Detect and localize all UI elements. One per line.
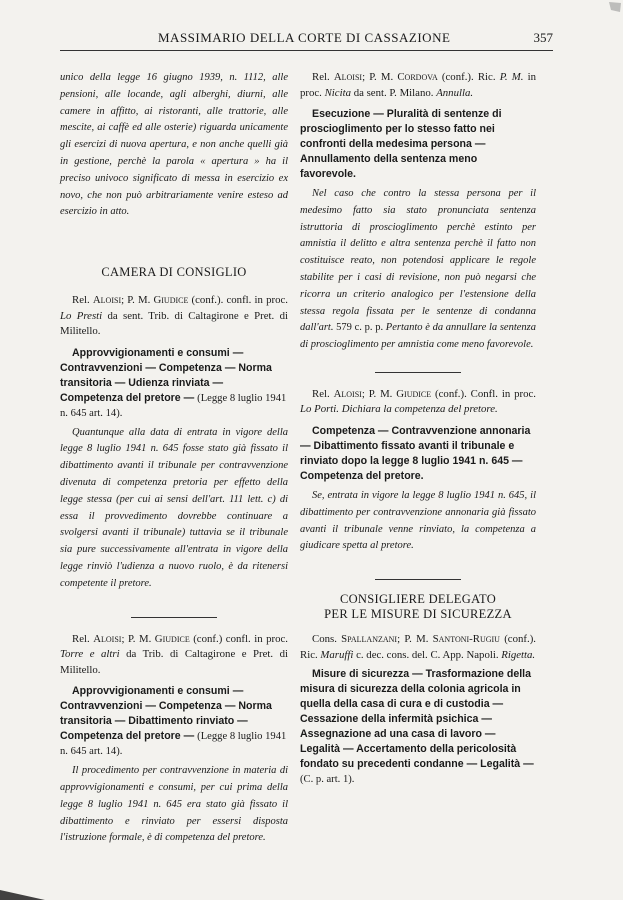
continued-maxim: unico della legge 16 giugno 1939, n. 1112, alle pensioni, alle locande, agli alberghi, diurni, alle camere in affitto, ai ristoranti, alle trattorie, alle mescite, ai caffè ed alle osterie) riguarda unicamente gli esercizi di nuova apertura, e non anche quelli già in gestione, perchè la parola « apertura » ha il preciso univoco significato di messa in esercizio ex novo, che non può arbitrariamente venire esteso ad esercizio in atto. (60, 72, 288, 218)
case-heading-2: Approvvigionamenti e consumi — Contravvenzioni — Competenza — Norma transitoria — Dibattimento rinviato — Competenza del pretore — (Legge 8 luglio 1941 n. 645 art. 14). (60, 685, 287, 758)
case-heading-4: Competenza — Contravvenzione annonaria — Dibattimento fissato avanti il tribunale e rinviato dopo la legge 8 luglio 1941 n. 645 — Competenza del pretore. (300, 424, 531, 482)
prosecutor-name: Giudice (396, 387, 432, 400)
case-reference-1: Rel. Aloisi; P. M. Giudice (conf.). confl. in proc. Lo Presti da sent. Trib. di Caltagirone e Pret. di Militello. (60, 294, 289, 338)
case-reference-3: Rel. Aloisi; P. M. Cordova (conf.). Ric. P. M. in proc. Nicita da sent. P. Milano. Annulla. (300, 71, 536, 99)
scan-corner-mark (607, 0, 623, 14)
rapporteur-name: Aloisi (93, 632, 122, 645)
case-heading-3: Esecuzione — Pluralità di sentenze di proscioglimento per lo stesso fatto nei confronti della medesima persona — Annullamento della sentenza meno favorevole. (300, 108, 502, 180)
parties: Lo Presti (60, 309, 103, 322)
left-column (60, 70, 288, 847)
case-maxim-3: Nel caso che contro la stessa persona per il medesimo fatto sia stato pronunciata sentenza istruttoria di proscioglimento perchè estinto per amnistia il delitto e altra sentenza perchè il fatto non costituisce reato, non potendosi applicare le regole stabilite per i casi di revisione, non può negarsi che ricorra un criterio analogico per l'estensione della stessa regola fissata per le sentenze di condanna dall'art. 579 c. p. p. Pertanto è da annullare la sentenza di proscioglimento per amnistia come meno favorevole. (300, 188, 536, 351)
case-heading-5: Misure di sicurezza — Trasformazione della misura di sicurezza della colonia agricola in quella della casa di cura e di custodia — Cessazione della infermità psichica — Assegnazione ad una casa di lavoro — Legalità — Accertamento della pericolosità fondato su precedenti condanne — Legalità — (C. p. art. 1). (300, 668, 534, 786)
case-reference-2: Rel. Aloisi; P. M. Giudice (conf.) confl. in proc. Torre e altri da Trib. di Caltagirone e Pret. di Militello. (60, 632, 288, 676)
rapporteur-name: Aloisi (333, 387, 362, 400)
case-outcome: Dichiara la competenza del pretore. (341, 403, 498, 416)
case-reference-5: Cons. Spallanzani; P. M. Santoni-Rugiu (conf.). Ric. Maruffi c. dec. cons. del. C. App. Napoli. Rigetta. (300, 633, 536, 661)
header-rule (60, 50, 553, 51)
scan-edge-shadow (0, 860, 60, 900)
appellant: Maruffi (320, 648, 354, 661)
councillor-name: Spallanzani (341, 633, 398, 646)
case-reference-4: Rel. Aloisi; P. M. Giudice (conf.). Confl. in proc. Lo Porti. Dichiara la competenza del pretore. (300, 387, 536, 416)
section-title-camera: CAMERA DI CONSIGLIO (101, 265, 247, 280)
prosecutor-name: Giudice (154, 632, 190, 645)
case-maxim-1: Quantunque alla data di entrata in vigore della legge 8 luglio 1941 n. 645 fosse stato già fissato il dibattimento avanti il tribunale per contravvenzione divenuta di competenza pretoria per effetto della legge stessa (per cui ai sensi dell'art. 111 lett. c) di essa il provvedimento dovrebbe continuare a svolgersi avanti il tribunale) tuttavia se il tribunale sia pure successivamente all'entrata in vigore della legge rinviò l'udienza a nuovo ruolo, è da ritenersi competente il pretore. (60, 426, 288, 589)
prosecutor-name: Cordova (397, 71, 438, 83)
rapporteur-name: Aloisi (92, 294, 122, 307)
case-maxim-4: Se, entrata in vigore la legge 8 luglio 1941 n. 645, il dibattimento per contravvenzione annonaria già fissato avanti il tribunale venne rinviato, la competenza a giudicare spetta al pretore. (300, 489, 536, 552)
prosecutor-name: Giudice (153, 294, 189, 307)
case-maxim-2: Il procedimento per contravvenzione in materia di approvvigionamenti e consumi, per cui prima della legge 8 luglio 1941 n. 645 era stato già fissato il dibattimento e rinviato per essersi disposta l'istruzione formale, è di competenza del pretore. (60, 765, 288, 844)
page-number: 357 (533, 30, 553, 45)
running-title: MASSIMARIO DELLA CORTE DI CASSAZIONE (158, 30, 451, 45)
parties: Lo Porti. (300, 403, 339, 416)
case-outcome: Rigetta. (501, 648, 536, 661)
rapporteur-name: Aloisi (333, 71, 363, 83)
right-column (300, 70, 536, 787)
parties: Torre e altri (60, 648, 120, 661)
case-heading-1: Approvvigionamenti e consumi — Contravvenzioni — Competenza — Norma transitoria — Udienza rinviata — Competenza del pretore — (Legge 8 luglio 1941 n. 645 art. 14). (60, 346, 287, 419)
prosecutor-name: Santoni-Rugiu (432, 633, 500, 646)
section-title-misure: PER LE MISURE DI SICUREZZA (324, 607, 512, 622)
parties: Nicita (324, 86, 351, 99)
section-title-consigliere: CONSIGLIERE DELEGATO (339, 592, 497, 607)
case-outcome: Annulla. (436, 86, 474, 99)
